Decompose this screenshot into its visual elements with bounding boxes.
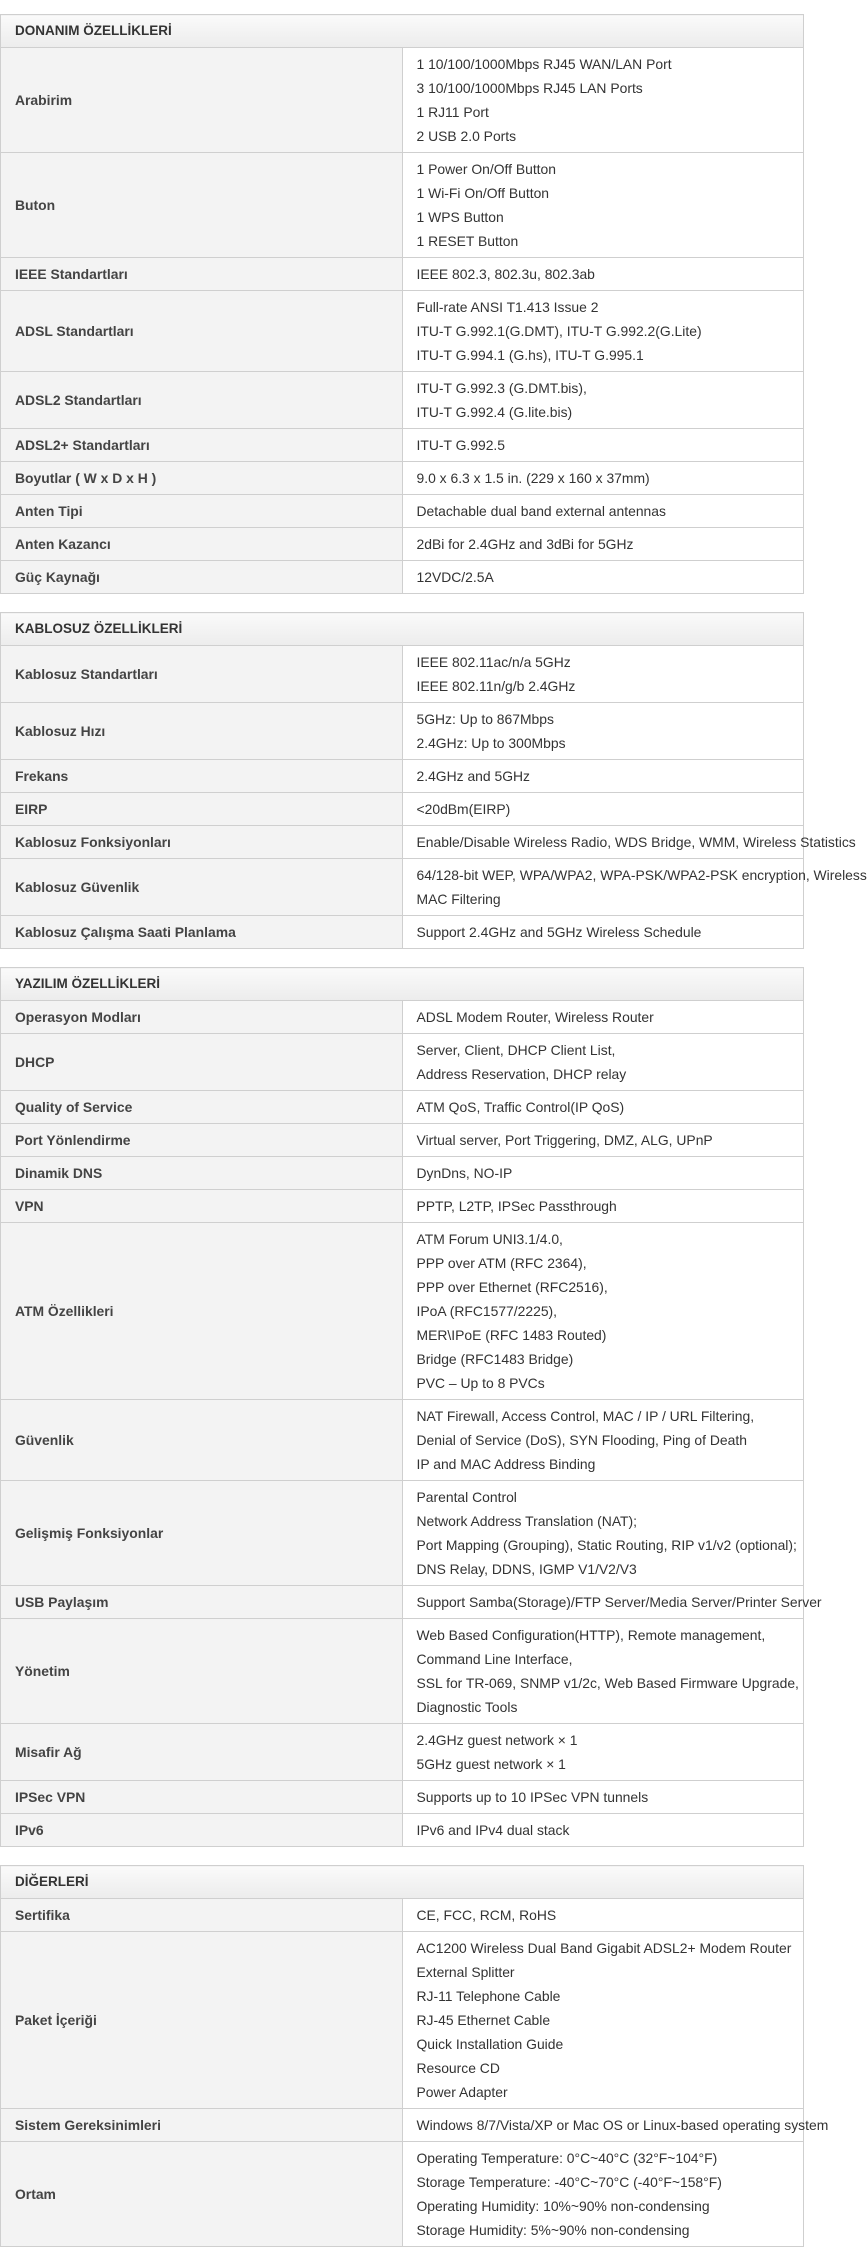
spec-value-line: IP and MAC Address Binding: [416, 1456, 596, 1472]
section-title: YAZILIM ÖZELLİKLERİ: [1, 968, 804, 1001]
spec-value: [402, 793, 804, 826]
spec-row: [1, 1619, 804, 1724]
spec-label: VPN: [1, 1190, 403, 1223]
spec-value: [402, 528, 804, 561]
spec-value: [402, 1124, 804, 1157]
spec-row: [1, 153, 804, 258]
spec-label: Misafir Ağ: [1, 1724, 403, 1781]
spec-row: [1, 859, 804, 916]
spec-value-line: Detachable dual band external antennas: [416, 503, 666, 519]
spec-label: IPv6: [1, 1814, 403, 1847]
spec-label: Buton: [1, 153, 403, 258]
spec-value-line: 3 10/100/1000Mbps RJ45 LAN Ports: [416, 80, 643, 96]
spec-value-line: CE, FCC, RCM, RoHS: [416, 1907, 557, 1923]
spec-label: ATM Özellikleri: [1, 1223, 403, 1400]
spec-row: [1, 1190, 804, 1223]
spec-value-line: Support Samba(Storage)/FTP Server/Media Server/Printer Server: [416, 1594, 822, 1610]
spec-value-line: Storage Humidity: 5%~90% non-condensing: [416, 2222, 690, 2238]
spec-value: [402, 1724, 804, 1781]
spec-row: [1, 48, 804, 153]
spec-value-line: SSL for TR-069, SNMP v1/2c, Web Based Firmware Upgrade,: [416, 1675, 799, 1691]
spec-label: Boyutlar ( W x D x H ): [1, 462, 403, 495]
spec-row: [1, 495, 804, 528]
spec-row: [1, 1814, 804, 1847]
spec-value-line: 1 Wi-Fi On/Off Button: [416, 185, 550, 201]
spec-value-line: External Splitter: [416, 1964, 515, 1980]
spec-value-line: 2.4GHz and 5GHz: [416, 768, 530, 784]
spec-value: [402, 561, 804, 594]
spec-row: [1, 291, 804, 372]
spec-row: [1, 429, 804, 462]
spec-label: ADSL Standartları: [1, 291, 403, 372]
spec-value: [402, 2142, 804, 2247]
spec-row: [1, 1034, 804, 1091]
spec-label: EIRP: [1, 793, 403, 826]
spec-label: Güç Kaynağı: [1, 561, 403, 594]
spec-value-line: IPv6 and IPv4 dual stack: [416, 1822, 570, 1838]
spec-value-line: IEEE 802.3, 802.3u, 802.3ab: [416, 266, 595, 282]
spec-row: [1, 1400, 804, 1481]
spec-label: Kablosuz Güvenlik: [1, 859, 403, 916]
spec-section: [0, 612, 867, 949]
spec-label: USB Paylaşım: [1, 1586, 403, 1619]
spec-value-line: IPoA (RFC1577/2225),: [416, 1303, 558, 1319]
spec-value: [402, 1814, 804, 1847]
spec-label: Anten Tipi: [1, 495, 403, 528]
spec-value: [402, 859, 867, 916]
spec-value-line: ITU-T G.992.3 (G.DMT.bis),: [416, 380, 587, 396]
spec-row: [1, 703, 804, 760]
spec-value-line: PPP over ATM (RFC 2364),: [416, 1255, 587, 1271]
spec-value-line: 2.4GHz: Up to 300Mbps: [416, 735, 566, 751]
spec-value: [402, 1932, 804, 2109]
spec-value: [402, 429, 804, 462]
spec-value-line: Denial of Service (DoS), SYN Flooding, Ping of Death: [416, 1432, 747, 1448]
spec-label: IEEE Standartları: [1, 258, 403, 291]
spec-value: [402, 1190, 804, 1223]
spec-row: [1, 1157, 804, 1190]
spec-label: IPSec VPN: [1, 1781, 403, 1814]
spec-value: [402, 1034, 804, 1091]
spec-value-line: 2dBi for 2.4GHz and 3dBi for 5GHz: [416, 536, 634, 552]
spec-value-line: Resource CD: [416, 2060, 500, 2076]
spec-label: Arabirim: [1, 48, 403, 153]
spec-row: [1, 1932, 804, 2109]
section-title: DİĞERLERİ: [1, 1866, 804, 1899]
spec-value: [402, 1619, 804, 1724]
spec-row: [1, 372, 804, 429]
section-title: DONANIM ÖZELLİKLERİ: [1, 15, 804, 48]
spec-value-line: 1 10/100/1000Mbps RJ45 WAN/LAN Port: [416, 56, 672, 72]
spec-value: [402, 760, 804, 793]
spec-row: [1, 462, 804, 495]
spec-value-line: 1 Power On/Off Button: [416, 161, 556, 177]
spec-label: Port Yönlendirme: [1, 1124, 403, 1157]
spec-row: [1, 1586, 804, 1619]
spec-label: Operasyon Modları: [1, 1001, 403, 1034]
spec-value-line: Operating Humidity: 10%~90% non-condensing: [416, 2198, 710, 2214]
spec-value-line: ATM QoS, Traffic Control(IP QoS): [416, 1099, 625, 1115]
spec-value-line: 9.0 x 6.3 x 1.5 in. (229 x 160 x 37mm): [416, 470, 650, 486]
spec-value: [402, 1223, 804, 1400]
spec-value-line: 64/128-bit WEP, WPA/WPA2, WPA-PSK/WPA2-PSK encryption, Wireless: [416, 867, 867, 883]
spec-value: [402, 646, 804, 703]
spec-value: [402, 1899, 804, 1932]
spec-label: Gelişmiş Fonksiyonlar: [1, 1481, 403, 1586]
spec-value-line: ITU-T G.992.1(G.DMT), ITU-T G.992.2(G.Lite): [416, 323, 702, 339]
spec-value-line: Full-rate ANSI T1.413 Issue 2: [416, 299, 599, 315]
spec-row: [1, 561, 804, 594]
spec-value-line: 5GHz guest network × 1: [416, 1756, 566, 1772]
spec-row: [1, 760, 804, 793]
spec-row: [1, 1724, 804, 1781]
spec-value-line: Virtual server, Port Triggering, DMZ, ALG, UPnP: [416, 1132, 713, 1148]
spec-value-line: MAC Filtering: [416, 891, 501, 907]
spec-value: [402, 1001, 804, 1034]
spec-row: [1, 826, 804, 859]
spec-value-line: ITU-T G.992.4 (G.lite.bis): [416, 404, 573, 420]
spec-value-line: Supports up to 10 IPSec VPN tunnels: [416, 1789, 649, 1805]
spec-label: Anten Kazancı: [1, 528, 403, 561]
spec-value: [402, 1091, 804, 1124]
spec-row: [1, 1781, 804, 1814]
spec-value: [402, 1400, 804, 1481]
spec-row: [1, 258, 804, 291]
spec-label: Dinamik DNS: [1, 1157, 403, 1190]
spec-value-line: ITU-T G.992.5: [416, 437, 506, 453]
spec-value-line: Storage Temperature: -40°C~70°C (-40°F~158°F): [416, 2174, 722, 2190]
spec-value-line: 1 RESET Button: [416, 233, 519, 249]
spec-value-line: DynDns, NO-IP: [416, 1165, 513, 1181]
spec-value-line: Diagnostic Tools: [416, 1699, 518, 1715]
spec-value: [402, 703, 804, 760]
spec-label: Kablosuz Çalışma Saati Planlama: [1, 916, 403, 949]
spec-value-line: Port Mapping (Grouping), Static Routing, RIP v1/v2 (optional);: [416, 1537, 797, 1553]
spec-value-line: <20dBm(EIRP): [416, 801, 511, 817]
spec-row: [1, 1091, 804, 1124]
spec-value: [402, 291, 804, 372]
spec-value: [402, 258, 804, 291]
spec-value-line: Enable/Disable Wireless Radio, WDS Bridge, WMM, Wireless Statistics: [416, 834, 856, 850]
spec-value-line: PPP over Ethernet (RFC2516),: [416, 1279, 608, 1295]
spec-label: Sertifika: [1, 1899, 403, 1932]
spec-value-line: IEEE 802.11n/g/b 2.4GHz: [416, 678, 576, 694]
spec-value-line: Network Address Translation (NAT);: [416, 1513, 638, 1529]
spec-value-line: Support 2.4GHz and 5GHz Wireless Schedule: [416, 924, 702, 940]
spec-value-line: 2 USB 2.0 Ports: [416, 128, 517, 144]
spec-label: Yönetim: [1, 1619, 403, 1724]
spec-value: [402, 462, 804, 495]
spec-value-line: Parental Control: [416, 1489, 517, 1505]
spec-value-line: ATM Forum UNI3.1/4.0,: [416, 1231, 563, 1247]
spec-label: ADSL2 Standartları: [1, 372, 403, 429]
spec-value: [402, 495, 804, 528]
spec-row: [1, 2109, 804, 2142]
spec-label: DHCP: [1, 1034, 403, 1091]
spec-label: Kablosuz Hızı: [1, 703, 403, 760]
spec-value-line: Quick Installation Guide: [416, 2036, 564, 2052]
spec-value-line: Windows 8/7/Vista/XP or Mac OS or Linux-based operating system: [416, 2117, 829, 2133]
spec-row: [1, 528, 804, 561]
spec-value-line: Server, Client, DHCP Client List,: [416, 1042, 616, 1058]
spec-row: [1, 1899, 804, 1932]
spec-value-line: 12VDC/2.5A: [416, 569, 494, 585]
spec-label: Sistem Gereksinimleri: [1, 2109, 403, 2142]
spec-row: [1, 646, 804, 703]
spec-section: [0, 1865, 829, 2247]
spec-label: Güvenlik: [1, 1400, 403, 1481]
spec-value: [402, 372, 804, 429]
spec-value-line: RJ-11 Telephone Cable: [416, 1988, 561, 2004]
spec-table: [0, 967, 822, 1847]
spec-section: [0, 14, 805, 594]
spec-value: [402, 916, 804, 949]
spec-value-line: Bridge (RFC1483 Bridge): [416, 1351, 574, 1367]
spec-value-line: 5GHz: Up to 867Mbps: [416, 711, 554, 727]
spec-label: Ortam: [1, 2142, 403, 2247]
spec-row: [1, 793, 804, 826]
spec-value: [402, 826, 856, 859]
spec-value: [402, 1481, 804, 1586]
spec-label: Quality of Service: [1, 1091, 403, 1124]
spec-value-line: AC1200 Wireless Dual Band Gigabit ADSL2+ Modem Router: [416, 1940, 792, 1956]
spec-section: [0, 967, 822, 1847]
spec-value: [402, 153, 804, 258]
spec-row: [1, 916, 804, 949]
spec-value-line: 2.4GHz guest network × 1: [416, 1732, 578, 1748]
section-title: KABLOSUZ ÖZELLİKLERİ: [1, 613, 804, 646]
spec-value: [402, 1781, 804, 1814]
spec-value: [402, 1586, 822, 1619]
spec-value: [402, 2109, 829, 2142]
spec-value-line: Address Reservation, DHCP relay: [416, 1066, 627, 1082]
spec-value: [402, 1157, 804, 1190]
spec-table: [0, 1865, 829, 2247]
spec-value-line: IEEE 802.11ac/n/a 5GHz: [416, 654, 571, 670]
spec-row: [1, 1223, 804, 1400]
spec-value-line: 1 WPS Button: [416, 209, 504, 225]
spec-row: [1, 2142, 804, 2247]
spec-value-line: ADSL Modem Router, Wireless Router: [416, 1009, 654, 1025]
spec-value-line: PPTP, L2TP, IPSec Passthrough: [416, 1198, 617, 1214]
spec-value-line: RJ-45 Ethernet Cable: [416, 2012, 551, 2028]
spec-label: ADSL2+ Standartları: [1, 429, 403, 462]
spec-row: [1, 1124, 804, 1157]
spec-value-line: ITU-T G.994.1 (G.hs), ITU-T G.995.1: [416, 347, 644, 363]
spec-value-line: Operating Temperature: 0°C~40°C (32°F~104°F): [416, 2150, 718, 2166]
spec-row: [1, 1481, 804, 1586]
spec-value: [402, 48, 804, 153]
spec-value-line: PVC – Up to 8 PVCs: [416, 1375, 545, 1391]
spec-value-line: DNS Relay, DDNS, IGMP V1/V2/V3: [416, 1561, 637, 1577]
spec-table: [0, 612, 867, 949]
spec-label: Kablosuz Fonksiyonları: [1, 826, 403, 859]
spec-value-line: MER\IPoE (RFC 1483 Routed): [416, 1327, 607, 1343]
spec-label: Paket İçeriği: [1, 1932, 403, 2109]
spec-label: Kablosuz Standartları: [1, 646, 403, 703]
spec-value-line: NAT Firewall, Access Control, MAC / IP / URL Filtering,: [416, 1408, 755, 1424]
spec-row: [1, 1001, 804, 1034]
spec-label: Frekans: [1, 760, 403, 793]
spec-value-line: Command Line Interface,: [416, 1651, 573, 1667]
spec-value-line: 1 RJ11 Port: [416, 104, 489, 120]
spec-value-line: Power Adapter: [416, 2084, 508, 2100]
spec-table: [0, 14, 804, 594]
spec-value-line: Web Based Configuration(HTTP), Remote management,: [416, 1627, 766, 1643]
